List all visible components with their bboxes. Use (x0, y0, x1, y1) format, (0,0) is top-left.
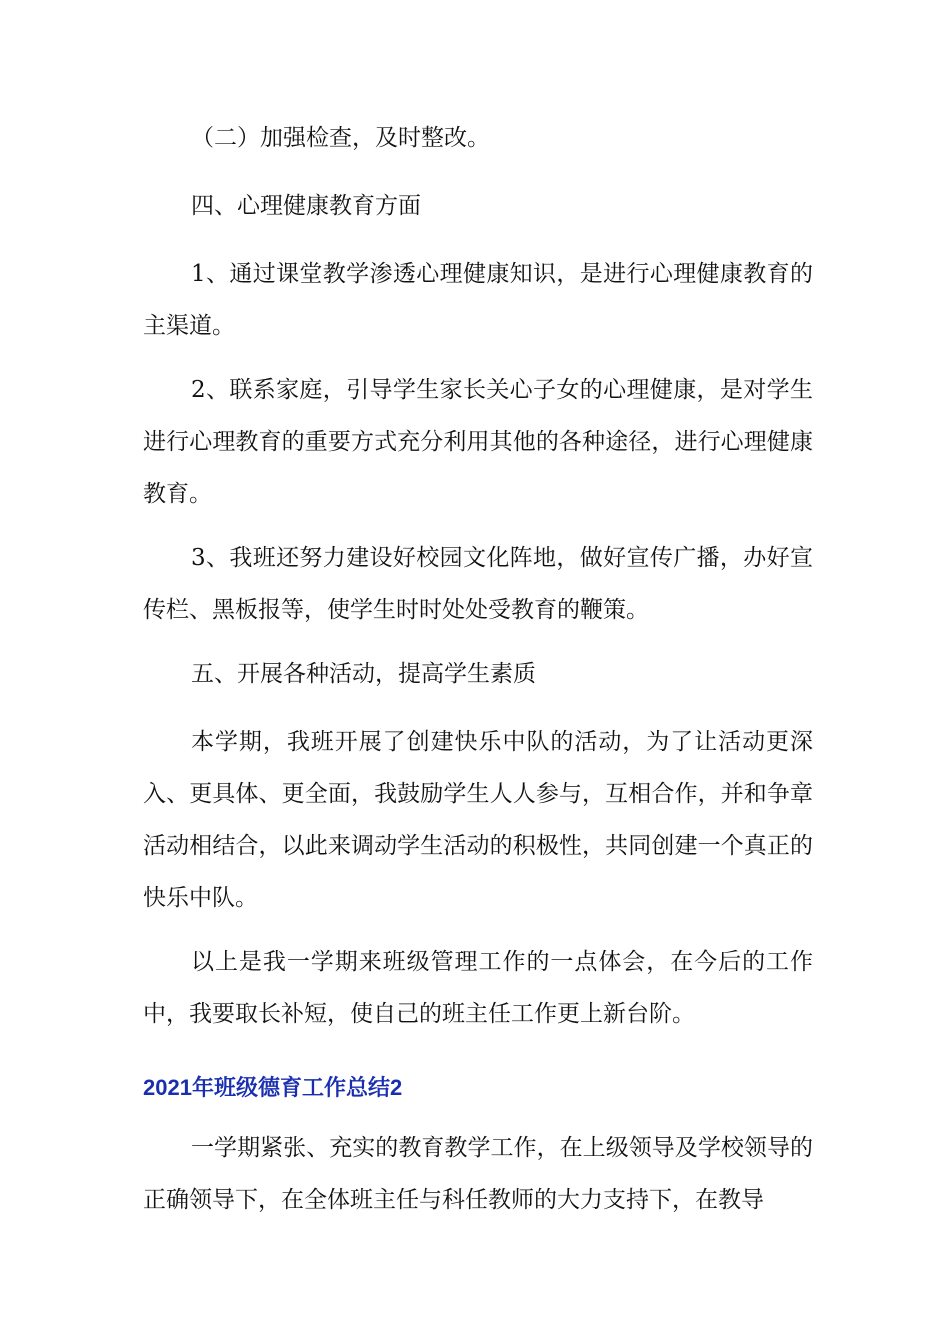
heading-activities: 五、开展各种活动，提高学生素质 (191, 661, 536, 687)
paragraph-semester: 本学期，我班开展了创建快乐中队的活动，为了让活动更深入、更具体、更全面，我鼓励学生人人参与，互相合作，并和争章活动相结合，以此来调动学生活动的积极性，共同创建一个真正的快乐中队。 (143, 729, 813, 911)
heading-mental-health: 四、心理健康教育方面 (191, 193, 421, 219)
section-title: 2021年班级德育工作总结2 (143, 1075, 403, 1100)
paragraph-item-2: 2、联系家庭，引导学生家长关心子女的心理健康，是对学生进行心理教育的重要方式充分利用其他的各种途径，进行心理健康教育。 (143, 377, 813, 507)
paragraph-intro: 一学期紧张、充实的教育教学工作，在上级领导及学校领导的正确领导下，在全体班主任与科任教师的大力支持下，在教导 (143, 1135, 813, 1213)
paragraph-summary: 以上是我一学期来班级管理工作的一点体会，在今后的工作中，我要取长补短，使自己的班主任工作更上新台阶。 (143, 949, 813, 1027)
paragraph-check-rectify: （二）加强检查，及时整改。 (191, 125, 490, 151)
paragraph-item-3: 3、我班还努力建设好校园文化阵地，做好宣传广播，办好宣传栏、黑板报等，使学生时时处处受教育的鞭策。 (143, 545, 813, 623)
paragraph-item-1: 1、通过课堂教学渗透心理健康知识，是进行心理健康教育的主渠道。 (143, 261, 813, 339)
